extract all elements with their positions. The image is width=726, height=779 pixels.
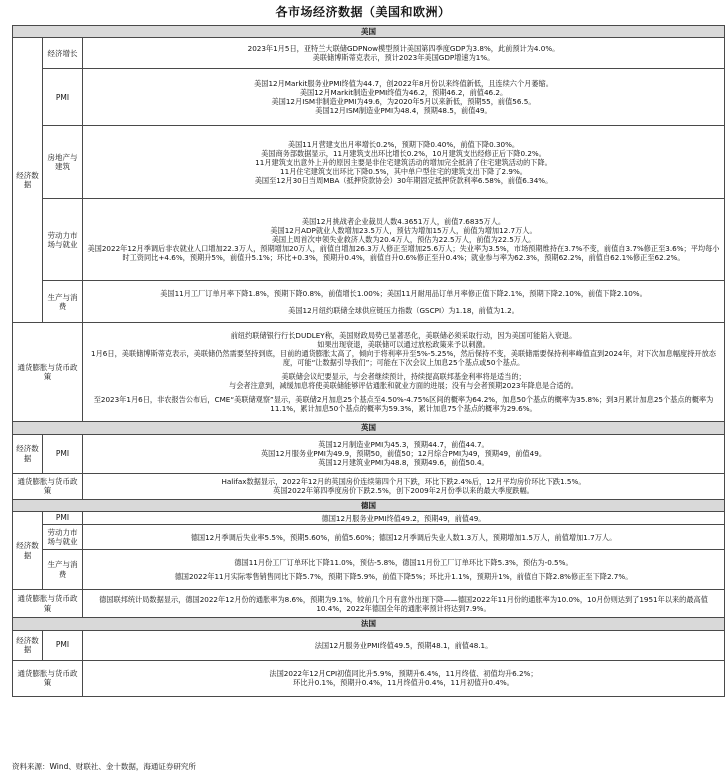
text-line: 美联储博斯蒂克表示，预计2023年美国GDP增速为1%。 bbox=[312, 53, 495, 63]
text-line: 美国12月ADP就业人数增加23.5万人，预估为增加15万人，前值为增加12.7万人。 bbox=[270, 226, 537, 236]
category-economic-data: 经济数据 bbox=[13, 630, 43, 660]
uk-pmi-content bbox=[83, 434, 725, 473]
de-production-content bbox=[83, 550, 725, 590]
pmi-content bbox=[83, 69, 725, 126]
production-content bbox=[83, 281, 725, 323]
category-economic-data: 经济数据 bbox=[13, 38, 43, 323]
category-inflation-monetary: 通货膨胀与货币政策 bbox=[13, 323, 83, 422]
text-line: 2023年1月5日，亚特兰大联储GDPNow模型预计美国第四季度GDP为3.8%，此前预计为4.0%。 bbox=[247, 44, 560, 54]
uk-monetary-content bbox=[83, 473, 725, 499]
text-line: 美国上周首次申领失业救济人数为20.4万人，预估为22.5万人，前值为22.5万人。 bbox=[271, 235, 536, 245]
text-line: 与会者注意到，减缓加息将使美联储能够评估通胀和就业方面的进展；没有与会者预期2023年降息是合适的。 bbox=[229, 381, 578, 391]
subcategory-pmi: PMI bbox=[43, 434, 83, 473]
text-line: 美国至12月30日当周MBA（抵押贷款协会）30年期固定抵押贷款利率6.58%，前值6.34%。 bbox=[254, 175, 553, 185]
text-line: 美国商务部数据显示，11月建筑支出环比增长0.2%，10月建筑支出经修正后下降0.2%。 bbox=[261, 148, 546, 158]
text-line: 英国12月建筑业PMI为48.8，预期49.6，前值50.4。 bbox=[318, 458, 489, 468]
subcategory-pmi: PMI bbox=[43, 512, 83, 525]
text-line: 环比升0.1%，预期升0.4%，11月终值升0.4%，11月初值升0.4%。 bbox=[293, 678, 514, 687]
text-line: 11月住宅建筑支出环比下降0.5%，其中单户型住宅的建筑支出下降了2.9%。 bbox=[280, 166, 527, 176]
section-header-france: 法国 bbox=[13, 618, 725, 630]
text-line: 美国12月ISM制造业PMI为48.4，预期48.5，前值49。 bbox=[315, 106, 492, 116]
text-line: 德国11月份工厂订单环比下降11.0%，预估-5.8%，德国11月份工厂订单环比下降5.3%，预估为-0.5%。 bbox=[234, 558, 573, 568]
category-inflation-monetary: 通货膨胀与货币政策 bbox=[13, 473, 83, 499]
text-line: 美国12月ISM非制造业PMI为49.6，为2020年5月以来新低，预期55，前值56.5。 bbox=[271, 97, 536, 107]
subcategory-labor-market: 劳动力市场与就业 bbox=[43, 525, 83, 550]
realestate-content bbox=[83, 126, 725, 199]
de-pmi-content bbox=[83, 512, 725, 525]
text-line: 前纽约联储银行行长DUDLEY称，美国财政局势已显著恶化，美联储必须采取行动，因为美国可能陷入衰退。 bbox=[230, 331, 577, 341]
text-line: 德国12月季调后失业率5.5%，预期5.60%，前值5.60%；德国12月季调后失业人数1.3万人，预期增加1.5万人，前值增加1.7万人。 bbox=[190, 532, 617, 542]
section-header-uk: 英国 bbox=[13, 422, 725, 434]
text-line: 英国2022年第四季度房价下跌2.5%，创下2009年2月份季以来的最大季度跌幅。 bbox=[273, 486, 534, 496]
subcategory-labor-market: 劳动力市场与就业 bbox=[43, 199, 83, 281]
text-line: 德国2022年11月实际零售销售同比下降5.7%，预期下降5.9%，前值下降5%；环比升1.1%，预期升1%，前值自下降2.8%修正至下降2.7%。 bbox=[174, 572, 633, 582]
de-monetary-content bbox=[83, 590, 725, 618]
text-line: 德国联邦统计局数据显示，德国2022年12月份的通胀率为8.6%，预期为9.1%，较前几个月有意外出现下降——德国2022年11月份的通胀率为10.0%，10月份则达到了1951年以来的最高值10.4%，2022年德国全年的通胀率预计将达到7.9%。 bbox=[99, 594, 708, 613]
subcategory-real-estate: 房地产与建筑 bbox=[43, 126, 83, 199]
text-line: 1月6日，美联储博斯蒂克表示，美联储仍然需要坚持到底，目前的通货膨胀太高了，倾向于将利率升至5%-5.25%，然后保持不变，美联储需要保持利率峰值直到2024年，对下次加息幅度持开放态度，可能“让数据引导我们”；可能在下次会议上加息25个基点或50个基点。 bbox=[91, 349, 716, 368]
page-title: 各市场经济数据（美国和欧洲） bbox=[275, 5, 451, 19]
text-line: 如果出现衰退，美联储可以通过放松政策来予以刺激。 bbox=[317, 340, 490, 350]
growth-content bbox=[83, 38, 725, 69]
subcategory-economic-growth: 经济增长 bbox=[43, 38, 83, 69]
fr-monetary-content bbox=[83, 660, 725, 696]
monetary-content bbox=[83, 323, 725, 422]
text-line: 11月建筑支出意外上升的原因主要是非住宅建筑活动的增加完全抵消了住宅建筑活动的下降。 bbox=[255, 157, 552, 167]
text-line: 法国2022年12月CPI初值同比升5.9%，预期升6.4%，11月终值、初值均升6.2%； bbox=[269, 669, 538, 678]
subcategory-pmi: PMI bbox=[43, 630, 83, 660]
economic-data-table bbox=[12, 25, 725, 697]
category-economic-data: 经济数据 bbox=[13, 512, 43, 590]
section-header-us: 美国 bbox=[13, 26, 725, 38]
subcategory-pmi: PMI bbox=[43, 69, 83, 126]
text-line: 英国12月服务业PMI为49.9，预期50，前值50；12月综合PMI为49，预期49，前值49。 bbox=[260, 449, 547, 459]
text-line: 美国11月工厂订单月率下降1.8%，预期下降0.8%，前值增长1.00%；美国11月耐用品订单月率修正值下降2.1%，预期下降2.10%，前值下降2.10%。 bbox=[160, 288, 647, 298]
subcategory-production-consumption: 生产与消费 bbox=[43, 550, 83, 590]
text-line: 美国12月Markit制造业PMI终值为46.2，预期46.2，前值46.2。 bbox=[299, 88, 508, 98]
text-line: 德国12月服务业PMI终值49.2，预期49，前值49。 bbox=[321, 513, 486, 523]
category-economic-data: 经济数据 bbox=[13, 434, 43, 473]
text-line: 美国2022年12月季调后非农就业人口增加22.3万人，预期增加20万人，前值自增加26.3万人修正至增加25.6万人；失业率为3.5%，市场预期维持在3.7%不变，前值自3.7%修正至3.6%；平均每小时工资同比+4.6%，预期升5%，前值升5.1%；环比+0.3%，预期升0.4%，前值自升0.6%修正至升0.4%；就业参与率为62.3%，预期62.2%，前值自62.1%修正至62.2%。 bbox=[87, 244, 720, 263]
text-line: 美国11月营建支出月率增长0.2%，预期下降0.40%，前值下降0.30%。 bbox=[287, 139, 520, 149]
subcategory-production-consumption: 生产与消费 bbox=[43, 281, 83, 323]
text-line: 英国12月制造业PMI为45.3，预期44.7，前值44.7。 bbox=[318, 440, 489, 450]
text-line: 至2023年1月6日，非农报告公布后，CME“美联储观察”显示，美联储2月加息25个基点至4.50%-4.75%区间的概率为64.2%，加息50个基点的概率为35.8%；到3月累计加息25个基点的概率为11.1%，累计加息50个基点的概率为59.3%，累计加息75个基点的概率为29.6%。 bbox=[93, 395, 714, 414]
text-line: 美国12月Markit服务业PMI终值为44.7，创2022年8月份以来终值新低，且连续六个月萎缩。 bbox=[254, 79, 553, 89]
de-labor-content bbox=[83, 525, 725, 550]
text-line: 美国12月纽约联储全球供应链压力指数（GSCPI）为1.18，前值为1.2。 bbox=[288, 305, 519, 315]
labor-content bbox=[83, 199, 725, 281]
text-line: Halifax数据显示，2022年12月的英国房价连续第四个月下跌，环比下跌2.4%后，12月平均房价环比下跌1.5%。 bbox=[221, 477, 586, 487]
text-line: 美联储会议纪要显示，与会者继续预计，持续提高联邦基金利率将是适当的； bbox=[281, 372, 526, 382]
source-note: 资料来源：Wind、财联社、金十数据，海通证券研究所 bbox=[12, 762, 196, 771]
section-header-germany: 德国 bbox=[13, 499, 725, 511]
fr-pmi-content bbox=[83, 630, 725, 660]
category-inflation-monetary: 通货膨胀与货币政策 bbox=[13, 660, 83, 696]
text-line: 美国12月挑战者企业裁员人数4.3651万人，前值7.6835万人。 bbox=[301, 217, 506, 227]
category-inflation-monetary: 通货膨胀与货币政策 bbox=[13, 590, 83, 618]
text-line: 法国12月服务业PMI终值49.5，预期48.1，前值48.1。 bbox=[314, 640, 493, 650]
